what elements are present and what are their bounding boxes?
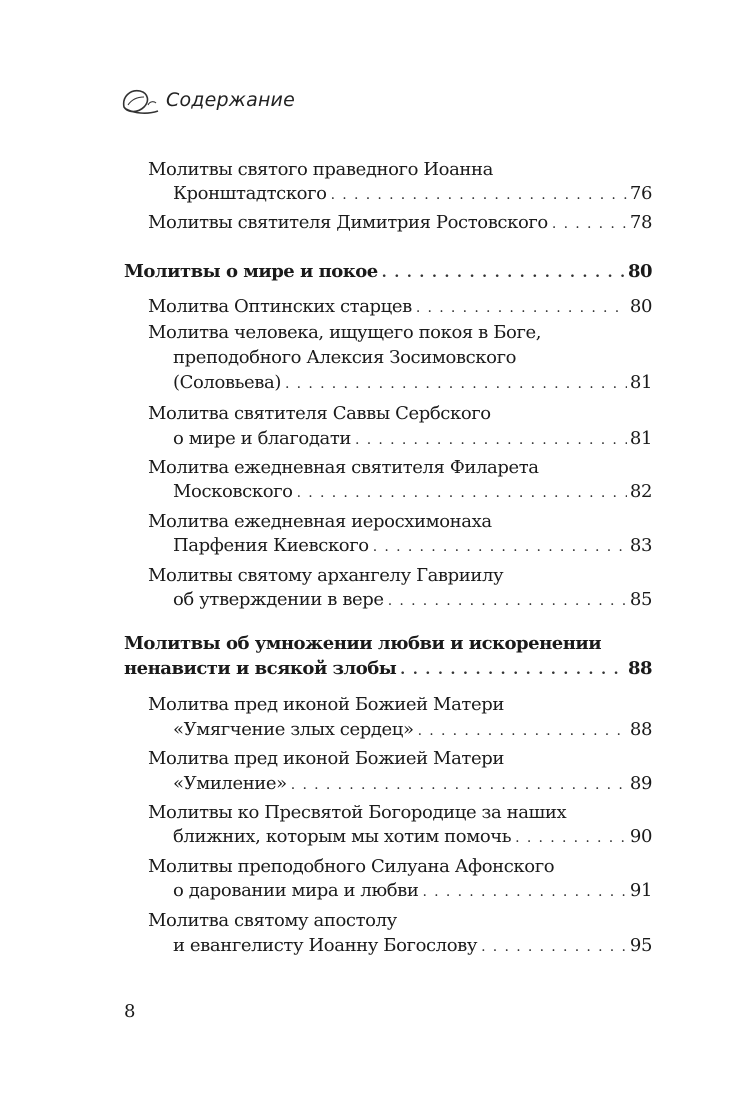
dot-leader xyxy=(422,880,626,904)
toc-entry-title: Молитвы святителя Димитрия Ростовского xyxy=(148,212,548,233)
toc-entry-title: Молитва Оптинских старцев xyxy=(148,296,412,317)
toc-section-line xyxy=(124,657,652,682)
toc-entry-title: «Умягчение злых сердец» xyxy=(173,719,414,740)
toc-entry-title: Молитва святому апостолу xyxy=(148,910,397,931)
toc-entry-title: и евангелисту Иоанну Богослову xyxy=(173,935,478,956)
toc-entry-title: преподобного Алексия Зосимовского xyxy=(173,347,517,368)
toc-entry-line xyxy=(148,295,652,320)
toc-entry-line xyxy=(173,480,652,505)
toc-entry-line xyxy=(173,934,652,959)
toc-page-number: 80 xyxy=(629,296,652,317)
toc-entry-line xyxy=(148,909,652,933)
toc-page-number: 81 xyxy=(629,372,652,393)
toc-entry-line xyxy=(148,693,652,717)
toc-entry-line xyxy=(148,402,652,426)
toc-entry-title: Молитва человека, ищущего покоя в Боге, xyxy=(148,322,542,343)
toc-entry-line xyxy=(148,510,652,534)
toc-entry-line xyxy=(173,772,652,797)
toc-entry-title: (Соловьева) xyxy=(173,372,281,393)
toc-entry-title: Молитва ежедневная иеросхимонаха xyxy=(148,511,492,532)
dot-leader xyxy=(373,535,627,559)
toc-page-number: 91 xyxy=(629,880,652,901)
toc-page-number: 76 xyxy=(629,183,652,204)
toc-page-number: 88 xyxy=(627,658,652,679)
toc-entry-title: ненависти и всякой злобы xyxy=(124,658,397,679)
toc-section-line xyxy=(124,632,652,656)
toc-page-number: 88 xyxy=(629,719,652,740)
toc-entry-title: Молитва пред иконой Божией Матери xyxy=(148,694,504,715)
dot-leader xyxy=(400,658,625,682)
toc-entry-title: Молитвы ко Пресвятой Богородице за наших xyxy=(148,802,567,823)
toc-entry-title: «Умиление» xyxy=(173,773,287,794)
header-title: Содержание xyxy=(166,89,295,111)
toc-entry-title: Московского xyxy=(173,481,293,502)
toc-entry-title: Молитвы преподобного Силуана Афонского xyxy=(148,856,555,877)
toc-entry-line xyxy=(148,456,652,480)
toc-entry-title: Парфения Киевского xyxy=(173,535,369,556)
running-header xyxy=(120,80,295,120)
toc-page-number: 89 xyxy=(629,773,652,794)
leaf-ornament-icon xyxy=(120,83,160,117)
dot-leader xyxy=(285,372,627,396)
dot-leader xyxy=(418,719,627,743)
dot-leader xyxy=(355,428,627,452)
toc-entry-line xyxy=(148,158,652,182)
toc-entry-line xyxy=(148,211,652,236)
toc-entry-line xyxy=(148,855,652,879)
toc-entry-title: Молитвы святому архангелу Гавриилу xyxy=(148,565,504,586)
toc-entry-line xyxy=(148,321,652,345)
toc-page-number: 83 xyxy=(629,535,652,556)
toc-entry-title: Молитва ежедневная святителя Филарета xyxy=(148,457,539,478)
toc-entry-line xyxy=(173,182,652,207)
dot-leader xyxy=(515,826,627,850)
toc-page-number: 82 xyxy=(629,481,652,502)
toc-entry-title: Молитвы об умножении любви и искоренении xyxy=(124,633,602,654)
dot-leader xyxy=(382,261,625,285)
toc-entry-line xyxy=(173,588,652,613)
dot-leader xyxy=(388,589,627,613)
toc-page-number: 81 xyxy=(629,428,652,449)
toc-page-number: 85 xyxy=(629,589,652,610)
toc-entry-line xyxy=(148,747,652,771)
toc-entry-title: об утверждении в вере xyxy=(173,589,384,610)
dot-leader xyxy=(481,935,627,959)
toc-entry-title: о мире и благодати xyxy=(173,428,352,449)
toc-entry-line xyxy=(173,427,652,452)
toc-entry-title: Молитвы святого праведного Иоанна xyxy=(148,159,493,180)
toc-entry-title: Молитва святителя Саввы Сербского xyxy=(148,403,491,424)
toc-entry-title: о даровании мира и любви xyxy=(173,880,419,901)
toc-page-number: 80 xyxy=(627,261,652,282)
toc-entry-title: Кронштадтского xyxy=(173,183,327,204)
toc-entry-line xyxy=(148,801,652,825)
toc-entry-title: ближних, которым мы хотим помочь xyxy=(173,826,512,847)
toc-entry-line xyxy=(148,564,652,588)
toc-page-number: 90 xyxy=(629,826,652,847)
toc-page-number: 95 xyxy=(629,935,652,956)
toc-entry-line xyxy=(173,346,652,370)
toc-entry-title: Молитвы о мире и покое xyxy=(124,261,378,282)
toc-page-number: 78 xyxy=(629,212,652,233)
toc-entry-line xyxy=(173,371,652,396)
toc-section-line xyxy=(124,260,652,285)
toc-entry-line xyxy=(173,534,652,559)
dot-leader xyxy=(297,481,627,505)
toc-entry-line xyxy=(173,825,652,850)
dot-leader xyxy=(552,212,627,236)
toc-entry-title: Молитва пред иконой Божией Матери xyxy=(148,748,504,769)
dot-leader xyxy=(331,183,627,207)
dot-leader xyxy=(416,296,627,320)
toc-entry-line xyxy=(173,879,652,904)
dot-leader xyxy=(291,773,627,797)
toc-entry-line xyxy=(173,718,652,743)
page-number: 8 xyxy=(124,1001,136,1022)
